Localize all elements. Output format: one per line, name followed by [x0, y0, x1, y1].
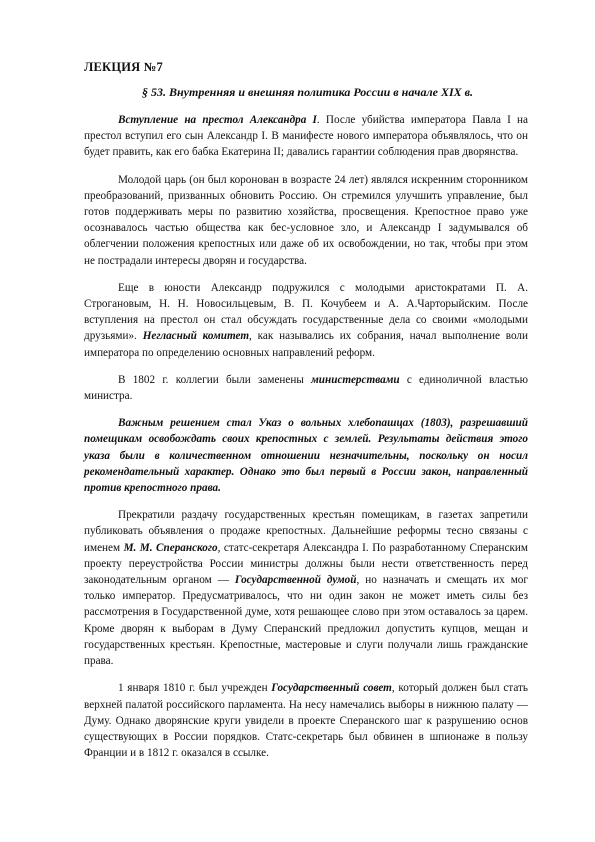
paragraph-4-emphasis: министерствами [311, 373, 400, 386]
paragraph-4-text-2: с единоличной властью министра. [84, 373, 528, 403]
paragraph-5-text: Важным решением стал Указ о вольных хлебопашцах (1803), разрешавший помещикам освобождать своих крепостных с землей. Результаты действия этого указа были в количественном отношении незначительны, поскольку он носил рекомендательный характер. Однако это был первый в России закон, направленный против крепостного права. [84, 417, 528, 495]
lecture-title: ЛЕКЦИЯ №7 [84, 60, 163, 74]
paragraph-7-emphasis: Государственный совет [271, 682, 392, 695]
paragraph-4 [84, 372, 528, 404]
paragraph-1 [84, 112, 528, 161]
paragraph-2-text: Молодой царь (он был коронован в возрасте 24 лет) являлся искренним сторонником преобразований, призванных обновить Россию. Он стремился улучшить управление, был готов поддерживать меры по развитию хозяйства, просвещения. Крепостное право уже осознавалось частью общества как бес-условное зло, и Александр I задумывался об облегчении положения крепостных или даже об их освобождении, но так, чтобы при этом не пострадали интересы дворян и государства. [84, 173, 528, 267]
paragraph-5-highlight [84, 415, 528, 496]
paragraph-7 [84, 680, 528, 761]
paragraph-1-text: . После убийства императора Павла I на престол вступил его сын Александр I. В манифесте нового императора объявлялось, что он будет править, как его бабка Екатерина II; давались гарантии соблюдения прав дворянства. [84, 114, 528, 159]
topic-title: § 53. Внутренняя и внешняя политика России в начале XIX в. [142, 85, 473, 99]
paragraph-3 [84, 280, 528, 361]
paragraph-6-emphasis-1: М. М. Сперанского [123, 541, 218, 554]
paragraph-7-text-1: 1 января 1810 г. был учрежден [118, 682, 272, 695]
paragraph-6-text-2: , статс-секретаря Александра I. По разработанному Сперанским проекту переустройства России министры должны были нести ответственность перед законодательным органом — [84, 541, 528, 587]
paragraph-6 [84, 507, 528, 669]
paragraph-3-text-1: Еще в юности Александр подружился с молодыми аристократами П. А. Строгановым, Н. Н. Новосильцевым, В. П. Кочубеем и А. А.Чарторыйским. После вступления на престол он стал обсуждать государственные дела со своими «молодыми друзьями». [84, 281, 528, 343]
paragraph-6-text-3: , но назначать и смещать их мог только император. Предусматривалось, что ни один закон не может иметь силы без рассмотрения в Государственной думе, хотя решающее слово при этом оставалось за царем. Кроме дворян к выборам в Думу Сперанский предложил допустить купцов, мещан и государственных крестьян. Крепостные, мастеровые и слуги получали лишь гражданские права. [84, 574, 528, 668]
document-body [84, 112, 528, 772]
paragraph-7-text-2: , который должен был стать верхней палатой российского парламента. На несу намечались выборы в нижнюю палату — Думу. Однако дворянские круги увидели в проекте Сперанского шаг к разрушению основ существующих в России порядков. Статс-секретарь был обвинен в шпионаже в пользу Франции и в 1812 г. оказался в ссылке. [84, 682, 528, 760]
paragraph-3-text-2: , как назывались их собрания, начал выполнение воли императора по определению основных направлений реформ. [84, 330, 528, 359]
paragraph-3-emphasis: Негласный комитет [142, 330, 250, 343]
paragraph-2 [84, 172, 528, 269]
paragraph-6-text-1: Прекратили раздачу государственных крестьян помещикам, в газетах запретили публиковать объявления о продаже крепостных. Дальнейшие реформы тесно связаны с именем [84, 509, 528, 554]
paragraph-1-emphasis: Вступление на престол Александра I [118, 114, 317, 126]
paragraph-6-emphasis-2: Государственной думой [234, 574, 357, 587]
paragraph-4-text-1: В 1802 г. коллегии были заменены [118, 373, 312, 386]
